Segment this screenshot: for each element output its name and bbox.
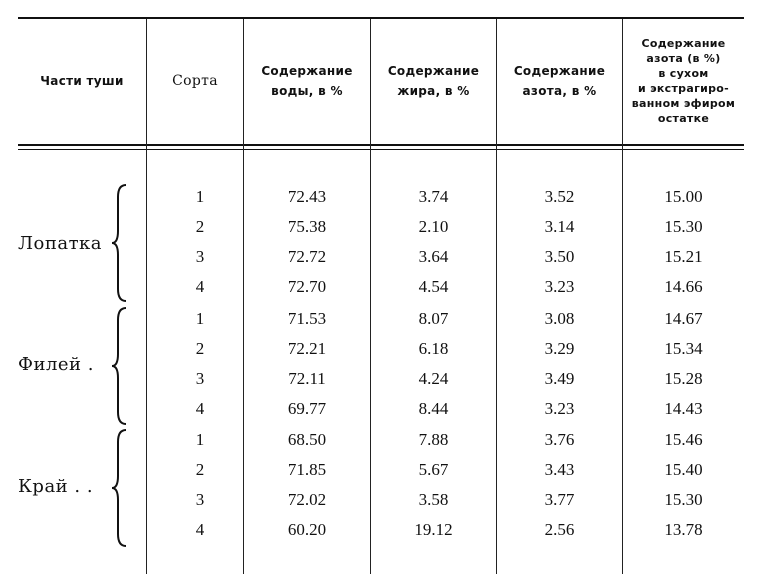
water-cell: 72.72 [287, 247, 327, 266]
grade-cell: 1 [195, 430, 205, 449]
fat-cell: 7.88 [418, 430, 449, 449]
header-water [244, 19, 370, 143]
water-cell: 72.11 [288, 369, 326, 388]
nitrogen-cell: 3.23 [544, 277, 575, 296]
nitrogen-dry-cell: 14.66 [664, 277, 703, 296]
part-label: Филей . [18, 354, 94, 375]
header-grade-text: Сорта [172, 73, 218, 89]
fat-cell: 8.44 [418, 399, 449, 418]
header-nitrogen-dry-line: в сухом [658, 67, 709, 80]
nitrogen-dry-cell: 13.78 [664, 520, 703, 539]
grade-cell: 3 [195, 247, 205, 266]
header-nitrogen-line: Содержание [513, 64, 606, 78]
nitrogen-cell: 3.08 [544, 309, 575, 328]
part-label: Край . . [18, 476, 94, 497]
nitrogen-cell: 3.49 [544, 369, 575, 388]
water-cell: 72.02 [287, 490, 327, 509]
water-cell: 71.53 [287, 309, 327, 328]
left-brace-icon [112, 428, 128, 548]
nitrogen-dry-cell: 15.46 [664, 430, 703, 449]
header-nitrogen-dry [623, 19, 744, 143]
grade-cell: 2 [195, 460, 205, 479]
nitrogen-dry-cell: 15.30 [664, 217, 703, 236]
water-cell: 75.38 [287, 217, 327, 236]
grade-cell: 3 [195, 369, 205, 388]
header-grade [147, 19, 243, 143]
grade-cell: 4 [195, 399, 205, 418]
nitrogen-dry-cell: 15.34 [664, 339, 703, 358]
grade-cell: 4 [195, 277, 205, 296]
header-nitrogen-dry-line: остатке [657, 112, 710, 125]
nitrogen-dry-cell: 15.40 [664, 460, 703, 479]
part-label: Лопатка [18, 233, 103, 254]
nitrogen-cell: 2.56 [544, 520, 575, 539]
fat-cell: 19.12 [414, 520, 453, 539]
header-fat-line: Содержание [387, 64, 480, 78]
nitrogen-cell: 3.76 [544, 430, 575, 449]
fat-cell: 3.64 [418, 247, 449, 266]
nitrogen-cell: 3.14 [544, 217, 575, 236]
header-fat-line: жира, в % [397, 84, 470, 98]
water-cell: 71.85 [287, 460, 327, 479]
fat-cell: 3.74 [418, 187, 449, 206]
nitrogen-cell: 3.52 [544, 187, 575, 206]
header-water-line: Содержание [261, 64, 353, 78]
water-cell: 69.77 [287, 399, 327, 418]
water-cell: 72.70 [287, 277, 327, 296]
fat-cell: 4.54 [418, 277, 449, 296]
nitrogen-dry-cell: 14.43 [664, 399, 703, 418]
left-brace-icon [112, 306, 128, 426]
header-nitrogen-line: азота, в % [522, 84, 597, 98]
fat-cell: 5.67 [418, 460, 449, 479]
nitrogen-cell: 3.77 [544, 490, 575, 509]
water-cell: 72.21 [287, 339, 327, 358]
water-cell: 68.50 [287, 430, 327, 449]
header-rule-thin [18, 149, 744, 150]
grade-cell: 1 [195, 187, 205, 206]
grade-cell: 1 [195, 309, 205, 328]
grade-cell: 3 [195, 490, 205, 509]
header-water-line: воды, в % [271, 84, 343, 98]
fat-cell: 2.10 [418, 217, 449, 236]
water-cell: 60.20 [287, 520, 327, 539]
nitrogen-cell: 3.50 [544, 247, 575, 266]
header-fat [371, 19, 496, 143]
nitrogen-cell: 3.29 [544, 339, 575, 358]
nitrogen-cell: 3.43 [544, 460, 575, 479]
header-nitrogen-dry-line: Содержание [641, 37, 726, 50]
header-nitrogen [497, 19, 622, 143]
nitrogen-cell: 3.23 [544, 399, 575, 418]
header-part-text: Части туши [40, 74, 124, 88]
grade-cell: 2 [195, 217, 205, 236]
fat-cell: 3.58 [418, 490, 449, 509]
nitrogen-dry-cell: 15.30 [664, 490, 703, 509]
nitrogen-dry-cell: 14.67 [664, 309, 703, 328]
header-nitrogen-dry-line: и экстрагиро- [637, 82, 730, 95]
fat-cell: 6.18 [418, 339, 449, 358]
nitrogen-dry-cell: 15.21 [664, 247, 703, 266]
left-brace-icon [112, 183, 128, 303]
grade-cell: 4 [195, 520, 205, 539]
header-nitrogen-dry-line: ванном эфиром [631, 97, 736, 110]
fat-cell: 4.24 [418, 369, 449, 388]
header-part [18, 19, 146, 143]
fat-cell: 8.07 [418, 309, 449, 328]
nitrogen-dry-cell: 15.28 [664, 369, 703, 388]
nitrogen-dry-cell: 15.00 [664, 187, 703, 206]
header-rule-thick [18, 144, 744, 146]
grade-cell: 2 [195, 339, 205, 358]
header-nitrogen-dry-line: азота (в %) [646, 52, 721, 65]
water-cell: 72.43 [287, 187, 327, 206]
